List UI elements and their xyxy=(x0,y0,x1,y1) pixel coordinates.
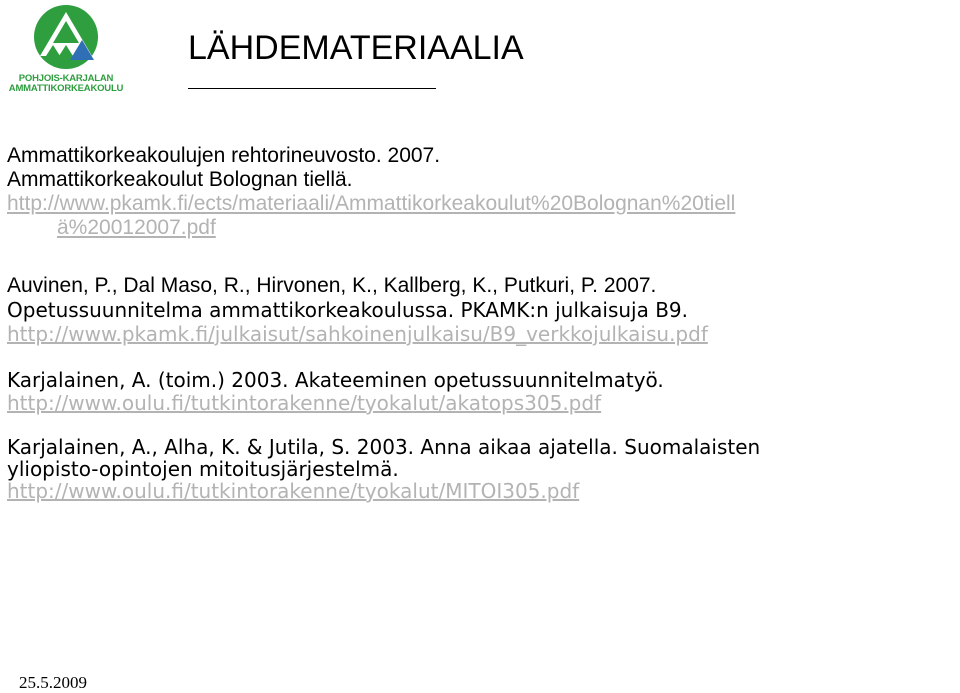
logo-line-2: AMMATTIKORKEAKOULU xyxy=(8,83,124,94)
reference-link[interactable]: http://www.pkamk.fi/ects/materiaali/Ammattikorkeakoulut%20Bolognan%20tiell xyxy=(7,192,736,215)
reference-list xyxy=(7,144,959,502)
school-logo xyxy=(8,4,124,96)
reference-link[interactable]: http://www.pkamk.fi/julkaisut/sahkoinenjulkaisu/B9_verkkojulkaisu.pdf xyxy=(7,322,708,346)
triangle-logo-icon xyxy=(18,4,114,70)
reference-item xyxy=(7,274,959,346)
logo-text xyxy=(8,74,124,94)
reference-text: Ammattikorkeakoulujen rehtorineuvosto. 2007. xyxy=(7,144,441,167)
logo-line-1: POHJOIS-KARJALAN xyxy=(18,73,114,84)
reference-item xyxy=(7,368,959,414)
reference-text: Karjalainen, A., Alha, K. & Jutila, S. 2003. Anna aikaa ajatella. Suomalaisten xyxy=(7,435,761,459)
reference-link-continuation[interactable]: ä%20012007.pdf xyxy=(57,216,216,239)
reference-text: Ammattikorkeakoulut Bolognan tiellä. xyxy=(7,168,353,191)
reference-text: Auvinen, P., Dal Maso, R., Hirvonen, K., Kallberg, K., Putkuri, P. 2007. xyxy=(7,274,657,297)
reference-link[interactable]: http://www.oulu.fi/tutkintorakenne/tyokalut/akatops305.pdf xyxy=(7,391,602,415)
reference-link[interactable]: http://www.oulu.fi/tutkintorakenne/tyokalut/MITOI305.pdf xyxy=(7,479,580,503)
footer-date: 25.5.2009 xyxy=(19,673,87,692)
reference-text: Karjalainen, A. (toim.) 2003. Akateeminen opetussuunnitelmatyö. xyxy=(7,368,664,392)
reference-item xyxy=(7,436,959,502)
page-title: LÄHDEMATERIAALIA xyxy=(188,29,524,67)
reference-text: yliopisto-opintojen mitoitusjärjestelmä. xyxy=(7,457,399,481)
reference-text: Opetussuunnitelma ammattikorkeakoulussa. PKAMK:n julkaisuja B9. xyxy=(7,298,689,322)
title-underline xyxy=(188,88,436,89)
reference-item xyxy=(7,144,959,240)
